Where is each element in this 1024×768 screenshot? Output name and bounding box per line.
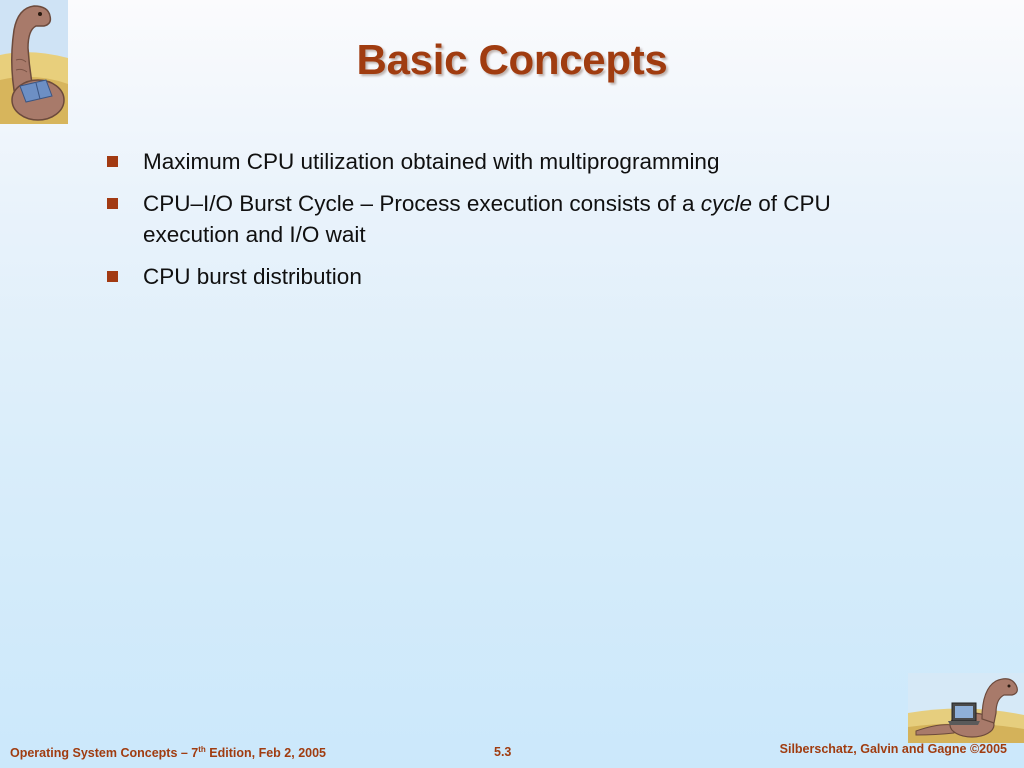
bullet-item — [106, 188, 896, 250]
bullet-text-before: CPU–I/O Burst Cycle – Process execution consists of a — [143, 191, 701, 216]
slide-title: Basic Concepts — [356, 36, 668, 83]
footer-slide-number: 5.3 — [494, 745, 512, 759]
bullet-text: Maximum CPU utilization obtained with multiprogramming — [143, 149, 720, 174]
footer-course-title-sup: th — [198, 745, 206, 754]
square-bullet-icon — [107, 271, 118, 282]
dinosaur-laptop-icon — [908, 673, 1024, 743]
bullet-item — [106, 146, 896, 177]
bullet-item — [106, 261, 896, 292]
bullet-emphasis: cycle — [700, 191, 752, 216]
bullet-text: CPU burst distribution — [143, 264, 362, 289]
square-bullet-icon — [107, 198, 118, 209]
footer-course-title — [10, 745, 326, 760]
bullet-text — [143, 191, 831, 247]
square-bullet-icon — [107, 156, 118, 167]
bullet-text-after: of CPU execution and I/O wait — [143, 191, 831, 247]
footer-course-title-prefix: Operating System Concepts – 7 — [10, 746, 199, 760]
bullet-list — [106, 146, 896, 303]
footer-copyright: Silberschatz, Galvin and Gagne ©2005 — [779, 742, 1007, 756]
footer-course-title-suffix: Edition, Feb 2, 2005 — [205, 746, 327, 760]
